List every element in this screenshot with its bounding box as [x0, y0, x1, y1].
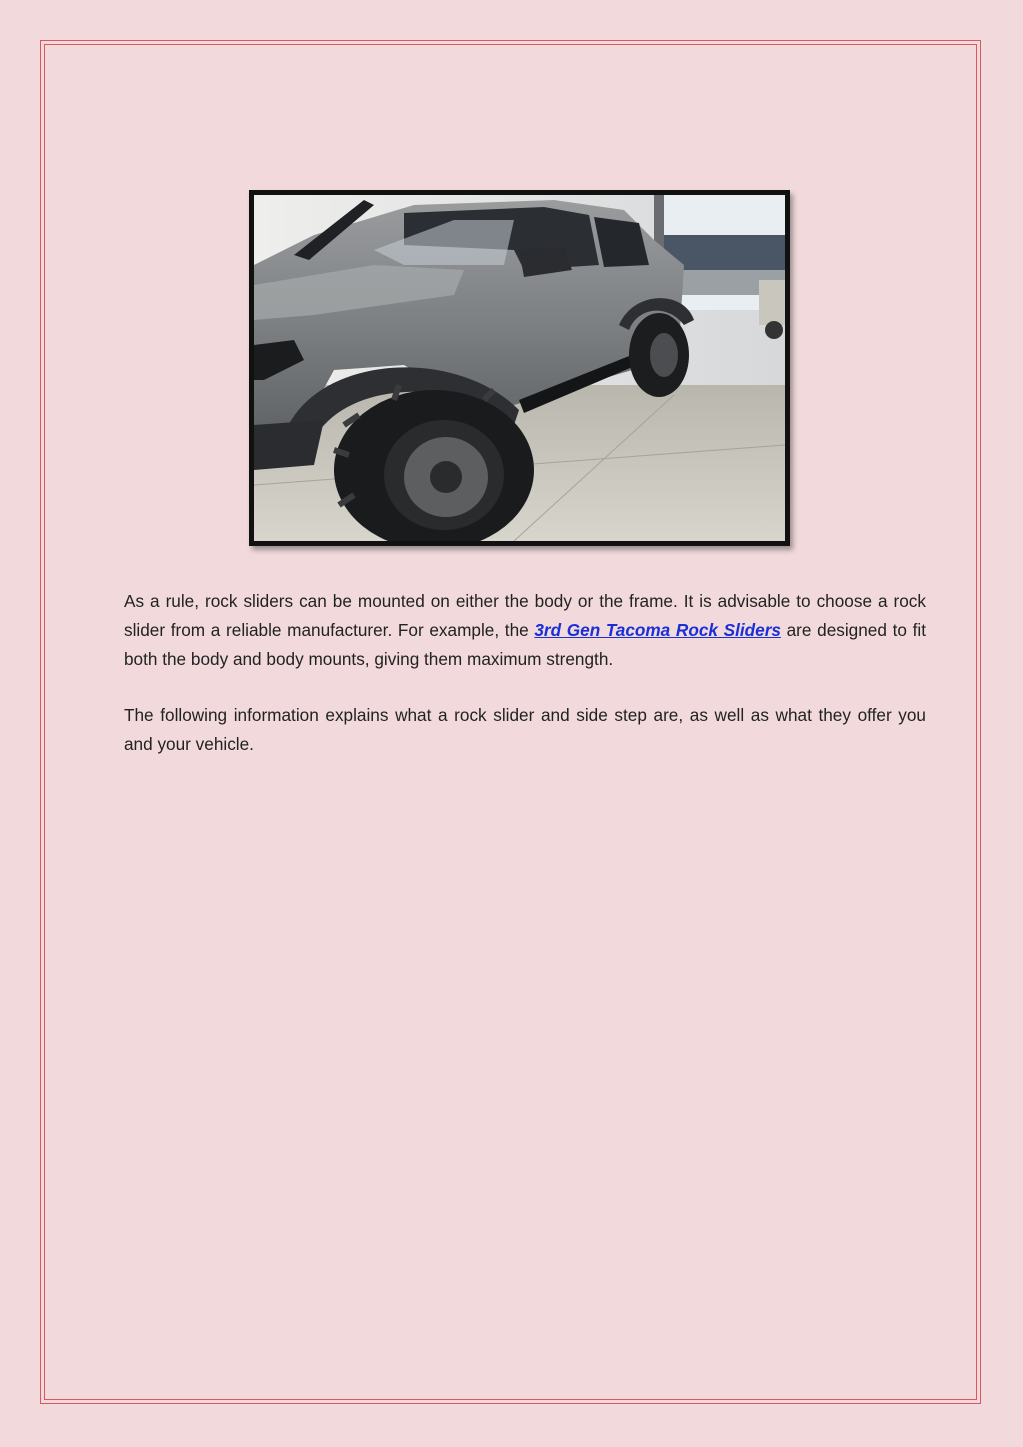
- paragraph-mounting-text-before: As a rule, rock sliders can be mounted on either the body or the frame. It is advisable to choose a rock slider from a reliable manufacturer. For example, the: [124, 591, 926, 640]
- paragraph-mounting: [124, 587, 926, 674]
- paragraph-intro: The following information explains what a rock slider and side step are, as well as what they offer you and your vehicle.: [124, 705, 926, 754]
- paragraph-mounting-text-after: are designed to fit both the body and body mounts, giving them maximum strength.: [124, 620, 926, 669]
- truck-photo: [249, 190, 790, 546]
- tacoma-rock-sliders-link[interactable]: 3rd Gen Tacoma Rock Sliders: [534, 620, 781, 640]
- truck-photo-illustration: [254, 195, 785, 541]
